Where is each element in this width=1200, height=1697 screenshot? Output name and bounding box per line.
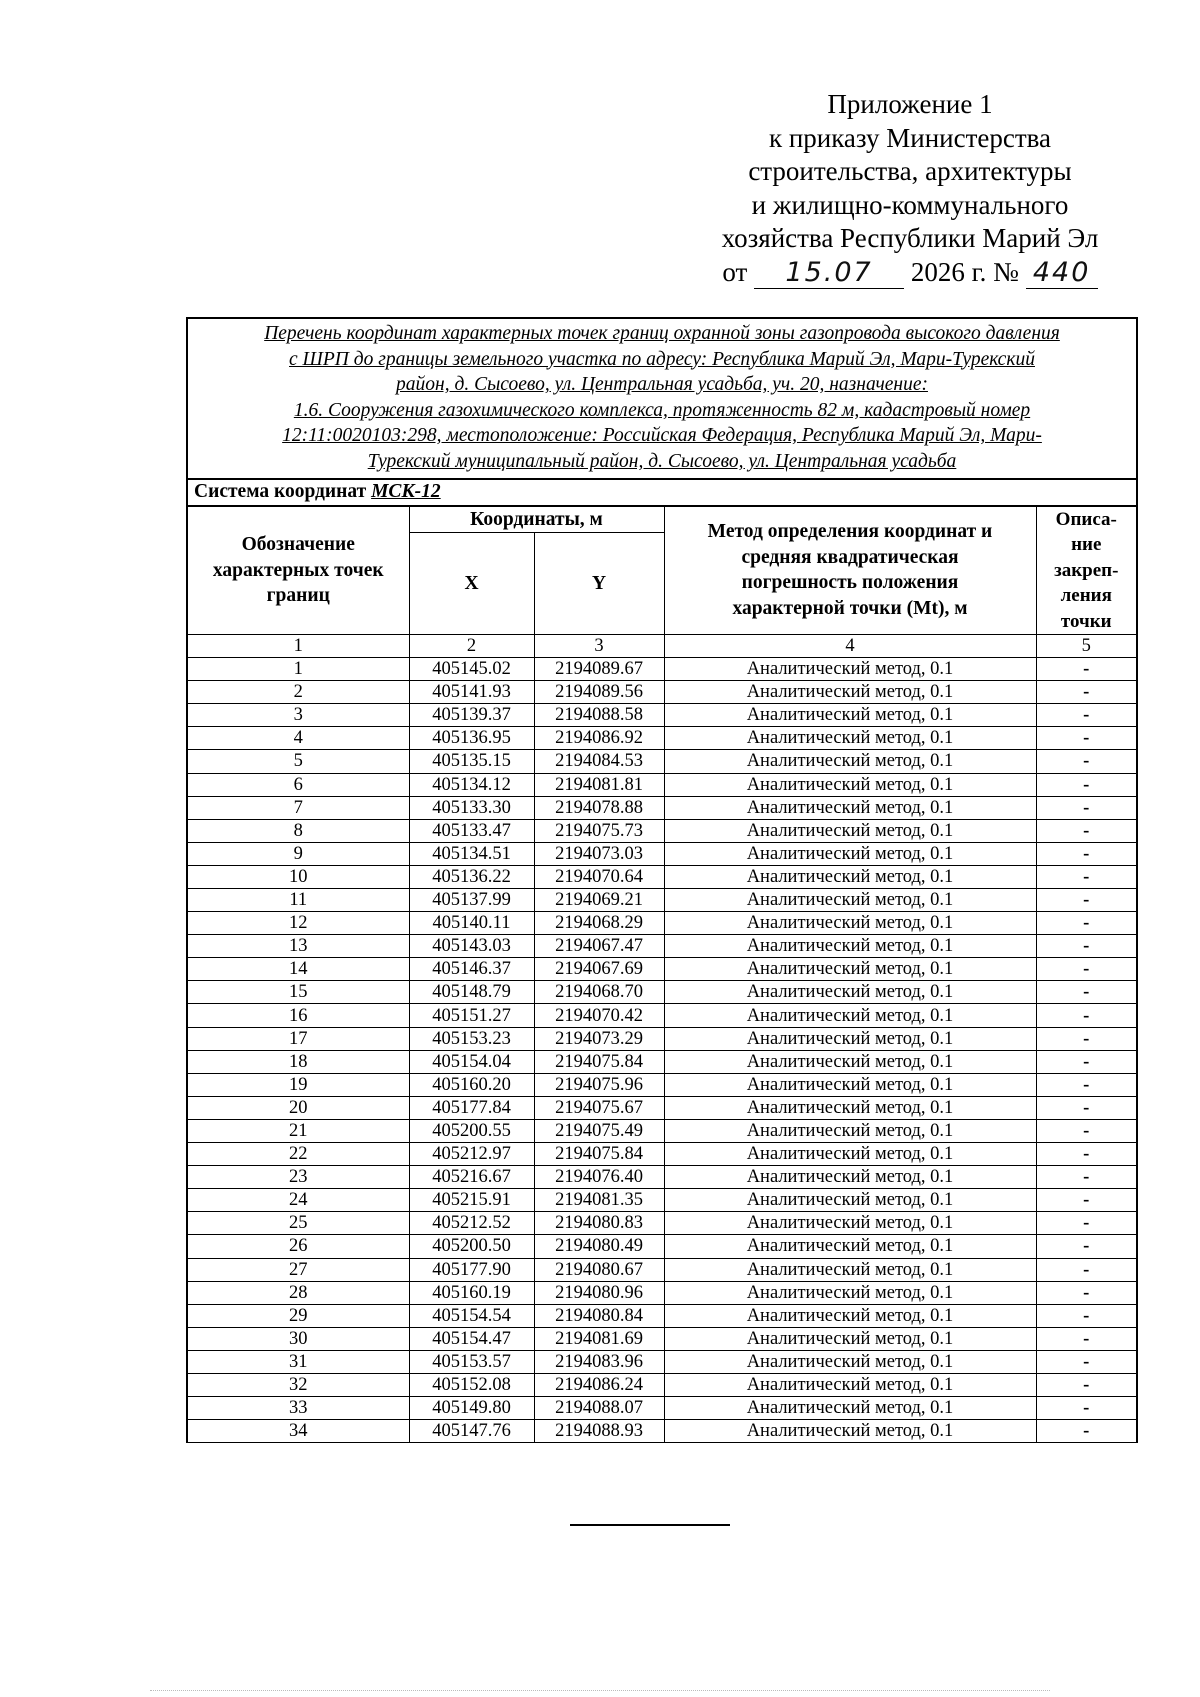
fixation-description-cell: - <box>1036 819 1137 842</box>
method-cell: Аналитический метод, 0.1 <box>664 1119 1036 1142</box>
x-coordinate-cell: 405212.97 <box>409 1143 534 1166</box>
fixation-description-cell: - <box>1036 865 1137 888</box>
point-id-cell: 26 <box>187 1235 409 1258</box>
table-row <box>187 704 1137 727</box>
table-row <box>187 935 1137 958</box>
y-coordinate-cell: 2194073.03 <box>534 842 664 865</box>
header-method-line: погрешность положения <box>741 572 959 594</box>
column-number: 4 <box>664 635 1036 658</box>
header-description-line: ние <box>1071 534 1102 556</box>
x-coordinate-cell: 405200.55 <box>409 1119 534 1142</box>
x-coordinate-cell: 405148.79 <box>409 981 534 1004</box>
x-coordinate-cell: 405136.22 <box>409 865 534 888</box>
y-coordinate-cell: 2194078.88 <box>534 796 664 819</box>
x-coordinate-cell: 405153.57 <box>409 1350 534 1373</box>
method-cell: Аналитический метод, 0.1 <box>664 727 1036 750</box>
fixation-description-cell: - <box>1036 750 1137 773</box>
table-row <box>187 1096 1137 1119</box>
method-cell: Аналитический метод, 0.1 <box>664 1350 1036 1373</box>
table-row <box>187 889 1137 912</box>
point-id-cell: 15 <box>187 981 409 1004</box>
point-id-cell: 5 <box>187 750 409 773</box>
header-method-line: характерной точки (Mt), м <box>732 597 968 619</box>
order-date-line <box>690 256 1130 290</box>
point-id-cell: 31 <box>187 1350 409 1373</box>
y-coordinate-cell: 2194086.92 <box>534 727 664 750</box>
point-id-cell: 14 <box>187 958 409 981</box>
table-row <box>187 1258 1137 1281</box>
appendix-line: и жилищно-коммунального <box>751 189 1069 220</box>
point-id-cell: 21 <box>187 1119 409 1142</box>
point-id-cell: 25 <box>187 1212 409 1235</box>
method-cell: Аналитический метод, 0.1 <box>664 658 1036 681</box>
method-cell: Аналитический метод, 0.1 <box>664 912 1036 935</box>
table-row <box>187 1327 1137 1350</box>
fixation-description-cell: - <box>1036 1327 1137 1350</box>
header-description <box>1036 506 1137 635</box>
table-title-line: 12:11:0020103:298, местоположение: Российская Федерация, Республика Марий Эл, Мари- <box>282 425 1042 447</box>
point-id-cell: 6 <box>187 773 409 796</box>
appendix-line: к приказу Министерства <box>768 122 1052 153</box>
x-coordinate-cell: 405134.12 <box>409 773 534 796</box>
table-row <box>187 1166 1137 1189</box>
point-id-cell: 13 <box>187 935 409 958</box>
method-cell: Аналитический метод, 0.1 <box>664 1258 1036 1281</box>
fixation-description-cell: - <box>1036 889 1137 912</box>
y-coordinate-cell: 2194075.84 <box>534 1050 664 1073</box>
order-year: 2026 г. № <box>910 256 1019 287</box>
point-id-cell: 28 <box>187 1281 409 1304</box>
y-coordinate-cell: 2194075.84 <box>534 1143 664 1166</box>
point-id-cell: 7 <box>187 796 409 819</box>
table-row <box>187 658 1137 681</box>
fixation-description-cell: - <box>1036 1050 1137 1073</box>
method-cell: Аналитический метод, 0.1 <box>664 1212 1036 1235</box>
scan-artifact-line <box>150 1690 1050 1691</box>
table-row <box>187 912 1137 935</box>
appendix-line: хозяйства Республики Марий Эл <box>721 223 1099 253</box>
point-id-cell: 33 <box>187 1397 409 1420</box>
fixation-description-cell: - <box>1036 1373 1137 1396</box>
point-id-cell: 9 <box>187 842 409 865</box>
table-row <box>187 1027 1137 1050</box>
point-id-cell: 19 <box>187 1073 409 1096</box>
table-title-line: с ШРП до границы земельного участка по адресу: Республика Марий Эл, Мари-Турекский <box>289 348 1035 370</box>
fixation-description-cell: - <box>1036 1166 1137 1189</box>
x-coordinate-cell: 405147.76 <box>409 1420 534 1443</box>
fixation-description-cell: - <box>1036 727 1137 750</box>
point-id-cell: 10 <box>187 865 409 888</box>
y-coordinate-cell: 2194080.83 <box>534 1212 664 1235</box>
x-coordinate-cell: 405140.11 <box>409 912 534 935</box>
point-id-cell: 27 <box>187 1258 409 1281</box>
header-designation <box>187 506 409 635</box>
method-cell: Аналитический метод, 0.1 <box>664 842 1036 865</box>
x-coordinate-cell: 405143.03 <box>409 935 534 958</box>
x-coordinate-cell: 405216.67 <box>409 1166 534 1189</box>
table-row <box>187 1420 1137 1443</box>
handwritten-date: 15.07 <box>754 258 904 289</box>
appendix-line: Приложение 1 <box>827 89 993 119</box>
x-coordinate-cell: 405133.47 <box>409 819 534 842</box>
method-cell: Аналитический метод, 0.1 <box>664 1373 1036 1396</box>
table-row <box>187 1143 1137 1166</box>
method-cell: Аналитический метод, 0.1 <box>664 681 1036 704</box>
method-cell: Аналитический метод, 0.1 <box>664 1143 1036 1166</box>
y-coordinate-cell: 2194081.35 <box>534 1189 664 1212</box>
fixation-description-cell: - <box>1036 981 1137 1004</box>
appendix-line: строительства, архитектуры <box>748 156 1072 186</box>
x-coordinate-cell: 405177.84 <box>409 1096 534 1119</box>
table-row <box>187 1397 1137 1420</box>
y-coordinate-cell: 2194088.93 <box>534 1420 664 1443</box>
table-row <box>187 1373 1137 1396</box>
y-coordinate-cell: 2194075.73 <box>534 819 664 842</box>
header-y: Y <box>534 533 664 635</box>
point-id-cell: 11 <box>187 889 409 912</box>
method-cell: Аналитический метод, 0.1 <box>664 1050 1036 1073</box>
x-coordinate-cell: 405141.93 <box>409 681 534 704</box>
x-coordinate-cell: 405134.51 <box>409 842 534 865</box>
y-coordinate-cell: 2194068.29 <box>534 912 664 935</box>
point-id-cell: 17 <box>187 1027 409 1050</box>
method-cell: Аналитический метод, 0.1 <box>664 1304 1036 1327</box>
x-coordinate-cell: 405177.90 <box>409 1258 534 1281</box>
y-coordinate-cell: 2194075.96 <box>534 1073 664 1096</box>
table-row <box>187 796 1137 819</box>
x-coordinate-cell: 405212.52 <box>409 1212 534 1235</box>
y-coordinate-cell: 2194080.49 <box>534 1235 664 1258</box>
point-id-cell: 32 <box>187 1373 409 1396</box>
y-coordinate-cell: 2194081.81 <box>534 773 664 796</box>
header-coordinates: Координаты, м <box>409 506 664 533</box>
y-coordinate-cell: 2194069.21 <box>534 889 664 912</box>
table-row <box>187 958 1137 981</box>
table-row <box>187 1073 1137 1096</box>
table-row <box>187 750 1137 773</box>
method-cell: Аналитический метод, 0.1 <box>664 1397 1036 1420</box>
fixation-description-cell: - <box>1036 1096 1137 1119</box>
table-row <box>187 1350 1137 1373</box>
x-coordinate-cell: 405160.19 <box>409 1281 534 1304</box>
y-coordinate-cell: 2194067.47 <box>534 935 664 958</box>
closing-rule <box>570 1524 730 1526</box>
method-cell: Аналитический метод, 0.1 <box>664 1327 1036 1350</box>
fixation-description-cell: - <box>1036 1212 1137 1235</box>
point-id-cell: 4 <box>187 727 409 750</box>
point-id-cell: 3 <box>187 704 409 727</box>
point-id-cell: 2 <box>187 681 409 704</box>
table-row <box>187 1281 1137 1304</box>
y-coordinate-cell: 2194089.56 <box>534 681 664 704</box>
x-coordinate-cell: 405146.37 <box>409 958 534 981</box>
y-coordinate-cell: 2194067.69 <box>534 958 664 981</box>
method-cell: Аналитический метод, 0.1 <box>664 935 1036 958</box>
x-coordinate-cell: 405139.37 <box>409 704 534 727</box>
fixation-description-cell: - <box>1036 1281 1137 1304</box>
table-row <box>187 1304 1137 1327</box>
column-number: 3 <box>534 635 664 658</box>
method-cell: Аналитический метод, 0.1 <box>664 1281 1036 1304</box>
header-designation-line: Обозначение <box>241 534 355 556</box>
column-number: 5 <box>1036 635 1137 658</box>
method-cell: Аналитический метод, 0.1 <box>664 796 1036 819</box>
fixation-description-cell: - <box>1036 1350 1137 1373</box>
x-coordinate-cell: 405154.04 <box>409 1050 534 1073</box>
point-id-cell: 29 <box>187 1304 409 1327</box>
table-row <box>187 865 1137 888</box>
coordinate-system-label: Система координат <box>194 481 367 503</box>
method-cell: Аналитический метод, 0.1 <box>664 1073 1036 1096</box>
fixation-description-cell: - <box>1036 704 1137 727</box>
method-cell: Аналитический метод, 0.1 <box>664 889 1036 912</box>
coordinate-system <box>187 479 1137 506</box>
method-cell: Аналитический метод, 0.1 <box>664 1166 1036 1189</box>
y-coordinate-cell: 2194080.84 <box>534 1304 664 1327</box>
y-coordinate-cell: 2194075.49 <box>534 1119 664 1142</box>
method-cell: Аналитический метод, 0.1 <box>664 750 1036 773</box>
fixation-description-cell: - <box>1036 1235 1137 1258</box>
table-title-line: район, д. Сысоево, ул. Центральная усадьба, уч. 20, назначение: <box>396 374 928 396</box>
fixation-description-cell: - <box>1036 796 1137 819</box>
y-coordinate-cell: 2194076.40 <box>534 1166 664 1189</box>
table-row <box>187 1212 1137 1235</box>
y-coordinate-cell: 2194086.24 <box>534 1373 664 1396</box>
y-coordinate-cell: 2194070.42 <box>534 1004 664 1027</box>
x-coordinate-cell: 405136.95 <box>409 727 534 750</box>
header-method-line: средняя квадратическая <box>741 546 959 568</box>
point-id-cell: 16 <box>187 1004 409 1027</box>
y-coordinate-cell: 2194088.07 <box>534 1397 664 1420</box>
point-id-cell: 23 <box>187 1166 409 1189</box>
point-id-cell: 1 <box>187 658 409 681</box>
method-cell: Аналитический метод, 0.1 <box>664 773 1036 796</box>
x-coordinate-cell: 405135.15 <box>409 750 534 773</box>
y-coordinate-cell: 2194084.53 <box>534 750 664 773</box>
x-coordinate-cell: 405149.80 <box>409 1397 534 1420</box>
method-cell: Аналитический метод, 0.1 <box>664 819 1036 842</box>
fixation-description-cell: - <box>1036 1304 1137 1327</box>
appendix-header <box>690 88 1130 289</box>
column-number-row <box>187 635 1137 658</box>
method-cell: Аналитический метод, 0.1 <box>664 1189 1036 1212</box>
method-cell: Аналитический метод, 0.1 <box>664 958 1036 981</box>
fixation-description-cell: - <box>1036 1397 1137 1420</box>
point-id-cell: 12 <box>187 912 409 935</box>
table-row <box>187 1050 1137 1073</box>
x-coordinate-cell: 405154.47 <box>409 1327 534 1350</box>
table-row <box>187 727 1137 750</box>
header-method-line: Метод определения координат и <box>707 521 993 543</box>
coordinates-table <box>186 317 1138 1443</box>
column-number: 2 <box>409 635 534 658</box>
table-row <box>187 1004 1137 1027</box>
point-id-cell: 18 <box>187 1050 409 1073</box>
header-method <box>664 506 1036 635</box>
x-coordinate-cell: 405153.23 <box>409 1027 534 1050</box>
y-coordinate-cell: 2194088.58 <box>534 704 664 727</box>
header-description-line: закреп- <box>1054 559 1119 581</box>
y-coordinate-cell: 2194075.67 <box>534 1096 664 1119</box>
y-coordinate-cell: 2194083.96 <box>534 1350 664 1373</box>
date-prefix: от <box>722 256 748 287</box>
table-row <box>187 1119 1137 1142</box>
point-id-cell: 34 <box>187 1420 409 1443</box>
fixation-description-cell: - <box>1036 1004 1137 1027</box>
method-cell: Аналитический метод, 0.1 <box>664 1027 1036 1050</box>
x-coordinate-cell: 405215.91 <box>409 1189 534 1212</box>
fixation-description-cell: - <box>1036 842 1137 865</box>
y-coordinate-cell: 2194080.67 <box>534 1258 664 1281</box>
table-title <box>187 318 1137 479</box>
table-row <box>187 773 1137 796</box>
method-cell: Аналитический метод, 0.1 <box>664 1004 1036 1027</box>
header-x: X <box>409 533 534 635</box>
header-designation-line: границ <box>266 585 330 607</box>
table-title-line: Перечень координат характерных точек границ охранной зоны газопровода высокого давления <box>264 323 1060 344</box>
table-row <box>187 981 1137 1004</box>
header-designation-line: характерных точек <box>212 559 384 581</box>
fixation-description-cell: - <box>1036 658 1137 681</box>
x-coordinate-cell: 405152.08 <box>409 1373 534 1396</box>
y-coordinate-cell: 2194068.70 <box>534 981 664 1004</box>
coordinates-table-wrapper <box>186 317 1136 1443</box>
fixation-description-cell: - <box>1036 1143 1137 1166</box>
fixation-description-cell: - <box>1036 1258 1137 1281</box>
y-coordinate-cell: 2194089.67 <box>534 658 664 681</box>
handwritten-order-number: 440 <box>1026 258 1098 289</box>
point-id-cell: 24 <box>187 1189 409 1212</box>
fixation-description-cell: - <box>1036 1027 1137 1050</box>
y-coordinate-cell: 2194081.69 <box>534 1327 664 1350</box>
method-cell: Аналитический метод, 0.1 <box>664 981 1036 1004</box>
table-row <box>187 681 1137 704</box>
x-coordinate-cell: 405154.54 <box>409 1304 534 1327</box>
x-coordinate-cell: 405133.30 <box>409 796 534 819</box>
fixation-description-cell: - <box>1036 1420 1137 1443</box>
header-description-line: Описа- <box>1055 508 1117 530</box>
y-coordinate-cell: 2194073.29 <box>534 1027 664 1050</box>
table-title-line: Турекский муниципальный район, д. Сысоево, ул. Центральная усадьба <box>367 450 957 472</box>
fixation-description-cell: - <box>1036 1189 1137 1212</box>
y-coordinate-cell: 2194070.64 <box>534 865 664 888</box>
header-description-line: точки <box>1060 610 1112 632</box>
table-row <box>187 819 1137 842</box>
point-id-cell: 20 <box>187 1096 409 1119</box>
fixation-description-cell: - <box>1036 773 1137 796</box>
x-coordinate-cell: 405145.02 <box>409 658 534 681</box>
method-cell: Аналитический метод, 0.1 <box>664 1096 1036 1119</box>
x-coordinate-cell: 405137.99 <box>409 889 534 912</box>
method-cell: Аналитический метод, 0.1 <box>664 704 1036 727</box>
column-number: 1 <box>187 635 409 658</box>
fixation-description-cell: - <box>1036 681 1137 704</box>
x-coordinate-cell: 405200.50 <box>409 1235 534 1258</box>
fixation-description-cell: - <box>1036 935 1137 958</box>
fixation-description-cell: - <box>1036 912 1137 935</box>
table-title-line: 1.6. Сооружения газохимического комплекса, протяженность 82 м, кадастровый номер <box>293 399 1031 421</box>
fixation-description-cell: - <box>1036 958 1137 981</box>
method-cell: Аналитический метод, 0.1 <box>664 1235 1036 1258</box>
fixation-description-cell: - <box>1036 1073 1137 1096</box>
point-id-cell: 30 <box>187 1327 409 1350</box>
coordinate-system-value: МСК-12 <box>371 481 441 503</box>
table-row <box>187 1235 1137 1258</box>
x-coordinate-cell: 405160.20 <box>409 1073 534 1096</box>
y-coordinate-cell: 2194080.96 <box>534 1281 664 1304</box>
table-row <box>187 1189 1137 1212</box>
point-id-cell: 22 <box>187 1143 409 1166</box>
point-id-cell: 8 <box>187 819 409 842</box>
x-coordinate-cell: 405151.27 <box>409 1004 534 1027</box>
method-cell: Аналитический метод, 0.1 <box>664 1420 1036 1443</box>
table-row <box>187 842 1137 865</box>
method-cell: Аналитический метод, 0.1 <box>664 865 1036 888</box>
header-description-line: ления <box>1060 585 1112 607</box>
fixation-description-cell: - <box>1036 1119 1137 1142</box>
